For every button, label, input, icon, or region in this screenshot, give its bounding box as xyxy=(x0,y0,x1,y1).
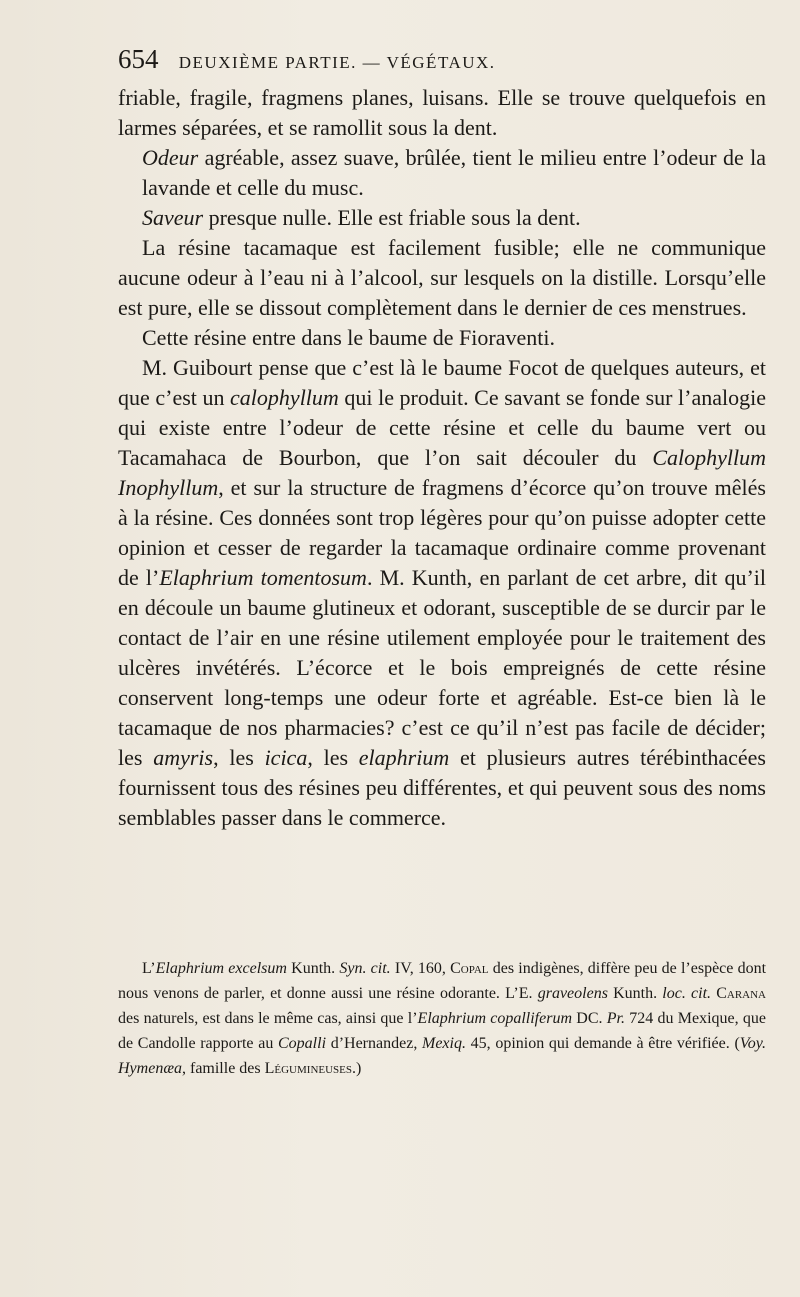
paragraph: Cette résine entre dans le baume de Fioraventi. xyxy=(142,325,555,350)
italic-term: Pr. xyxy=(606,1010,625,1027)
text-run: des naturels, est dans le même cas, ainsi que l’ xyxy=(118,1010,418,1027)
page-number: 654 xyxy=(118,44,159,74)
text-saveur: presque nulle. Elle est friable sous la dent. xyxy=(203,205,581,230)
footnote-paragraph xyxy=(118,956,766,1081)
text-run: L’ xyxy=(142,960,156,977)
italic-term: Elaphrium excelsum xyxy=(155,960,287,977)
italic-term: Copalli xyxy=(278,1035,327,1052)
smallcaps-term: Carana xyxy=(716,985,767,1002)
italic-term: Syn. cit. xyxy=(339,960,391,977)
text-run: DC. xyxy=(572,1010,607,1027)
text-odeur: agréable, assez suave, brûlée, tient le milieu entre l’odeur de la lavande et celle du musc. xyxy=(142,145,766,200)
text-run: . M. Kunth, en parlant de cet arbre, dit qu’il en découle un baume glutineux et odorant, susceptible de se durcir par le contact de l’air en une résine utilement employée pour le traitement des ulcères invétérés. L’écorce et le bois empreignés de cette résine conservent long-temps une odeur forte et agréable. Est-ce bien là le tacamaque de nos pharmacies? c’est ce qu’il n’est pas facile de décider; les xyxy=(118,565,767,770)
italic-term: calophyllum xyxy=(230,385,339,410)
text-run: , famille des xyxy=(181,1060,265,1077)
text-run: , et sur la structure de fragmens d’écorce qu’on trouve mêlés à la résine. Ces données sont trop légères pour qu’on puisse adopter cette opinion et cesser de regarder la tacamaque ordinaire comme provenant de l’ xyxy=(118,475,766,590)
text-run: Kunth. xyxy=(607,985,663,1002)
italic-term: Elaphrium copalliferum xyxy=(417,1010,573,1027)
italic-term: Calophyllum Inophyllum xyxy=(118,445,766,500)
smallcaps-term: Légumineuses xyxy=(264,1060,353,1077)
italic-term: Elaphrium tomentosum xyxy=(159,565,367,590)
text-run: , les xyxy=(213,745,265,770)
paragraph-saveur xyxy=(118,203,766,233)
italic-term: graveolens xyxy=(537,985,608,1002)
italic-term: Voy. Hymenæa xyxy=(118,1035,766,1077)
footnote xyxy=(118,956,766,1081)
italic-term: loc. cit. xyxy=(662,985,712,1002)
label-saveur: Saveur xyxy=(142,205,204,230)
smallcaps-term: Copal xyxy=(450,960,489,977)
paragraph-guibourt xyxy=(118,353,766,833)
paragraph-odeur xyxy=(118,143,766,203)
text-run: , les xyxy=(307,745,359,770)
italic-term: icica xyxy=(264,745,308,770)
paragraph: friable, fragile, fragmens planes, luisans. Elle se trouve quelquefois en larmes séparées, et se ramollit sous la dent. xyxy=(118,85,766,140)
running-header xyxy=(118,44,768,75)
label-odeur: Odeur xyxy=(142,145,199,170)
main-text xyxy=(118,83,766,833)
italic-term: elaphrium xyxy=(358,745,450,770)
text-run: 724 du Mexique, que de Candolle rapporte au xyxy=(118,1010,766,1052)
text-run: et plusieurs autres térébinthacées fournissent tous des résines peu différentes, et qui peuvent sous des noms semblables passer dans le commerce. xyxy=(118,745,766,830)
text-run: 45, opinion qui demande à être vérifiée. ( xyxy=(465,1035,740,1052)
italic-term: amyris xyxy=(153,745,214,770)
running-title: DEUXIÈME PARTIE. — VÉGÉTAUX. xyxy=(178,53,496,72)
text-run: des indigènes, diffère peu de l’espèce dont nous venons de parler, et donne aussi une résine odorante. L’E. xyxy=(118,960,767,1002)
text-run: IV, 160, xyxy=(390,960,451,977)
text-run: .) xyxy=(352,1060,362,1077)
text-run: Kunth. xyxy=(286,960,340,977)
text-run: qui le produit. Ce savant se fonde sur l’analogie qui existe entre l’odeur de cette résine et celle du baume vert ou Tacamahaca de Bourbon, que l’on sait découler du xyxy=(118,385,766,470)
italic-term: Mexiq. xyxy=(422,1035,466,1052)
text-run: M. Guibourt pense que c’est là le baume Focot de quelques auteurs, et que c’est un xyxy=(118,355,766,410)
paragraph: La résine tacamaque est facilement fusible; elle ne communique aucune odeur à l’eau ni à l’alcool, sur lesquels on la distille. Lorsqu’elle est pure, elle se dissout complètement dans le dernier de ces menstrues. xyxy=(118,235,766,320)
text-run: d’Hernandez, xyxy=(326,1035,422,1052)
